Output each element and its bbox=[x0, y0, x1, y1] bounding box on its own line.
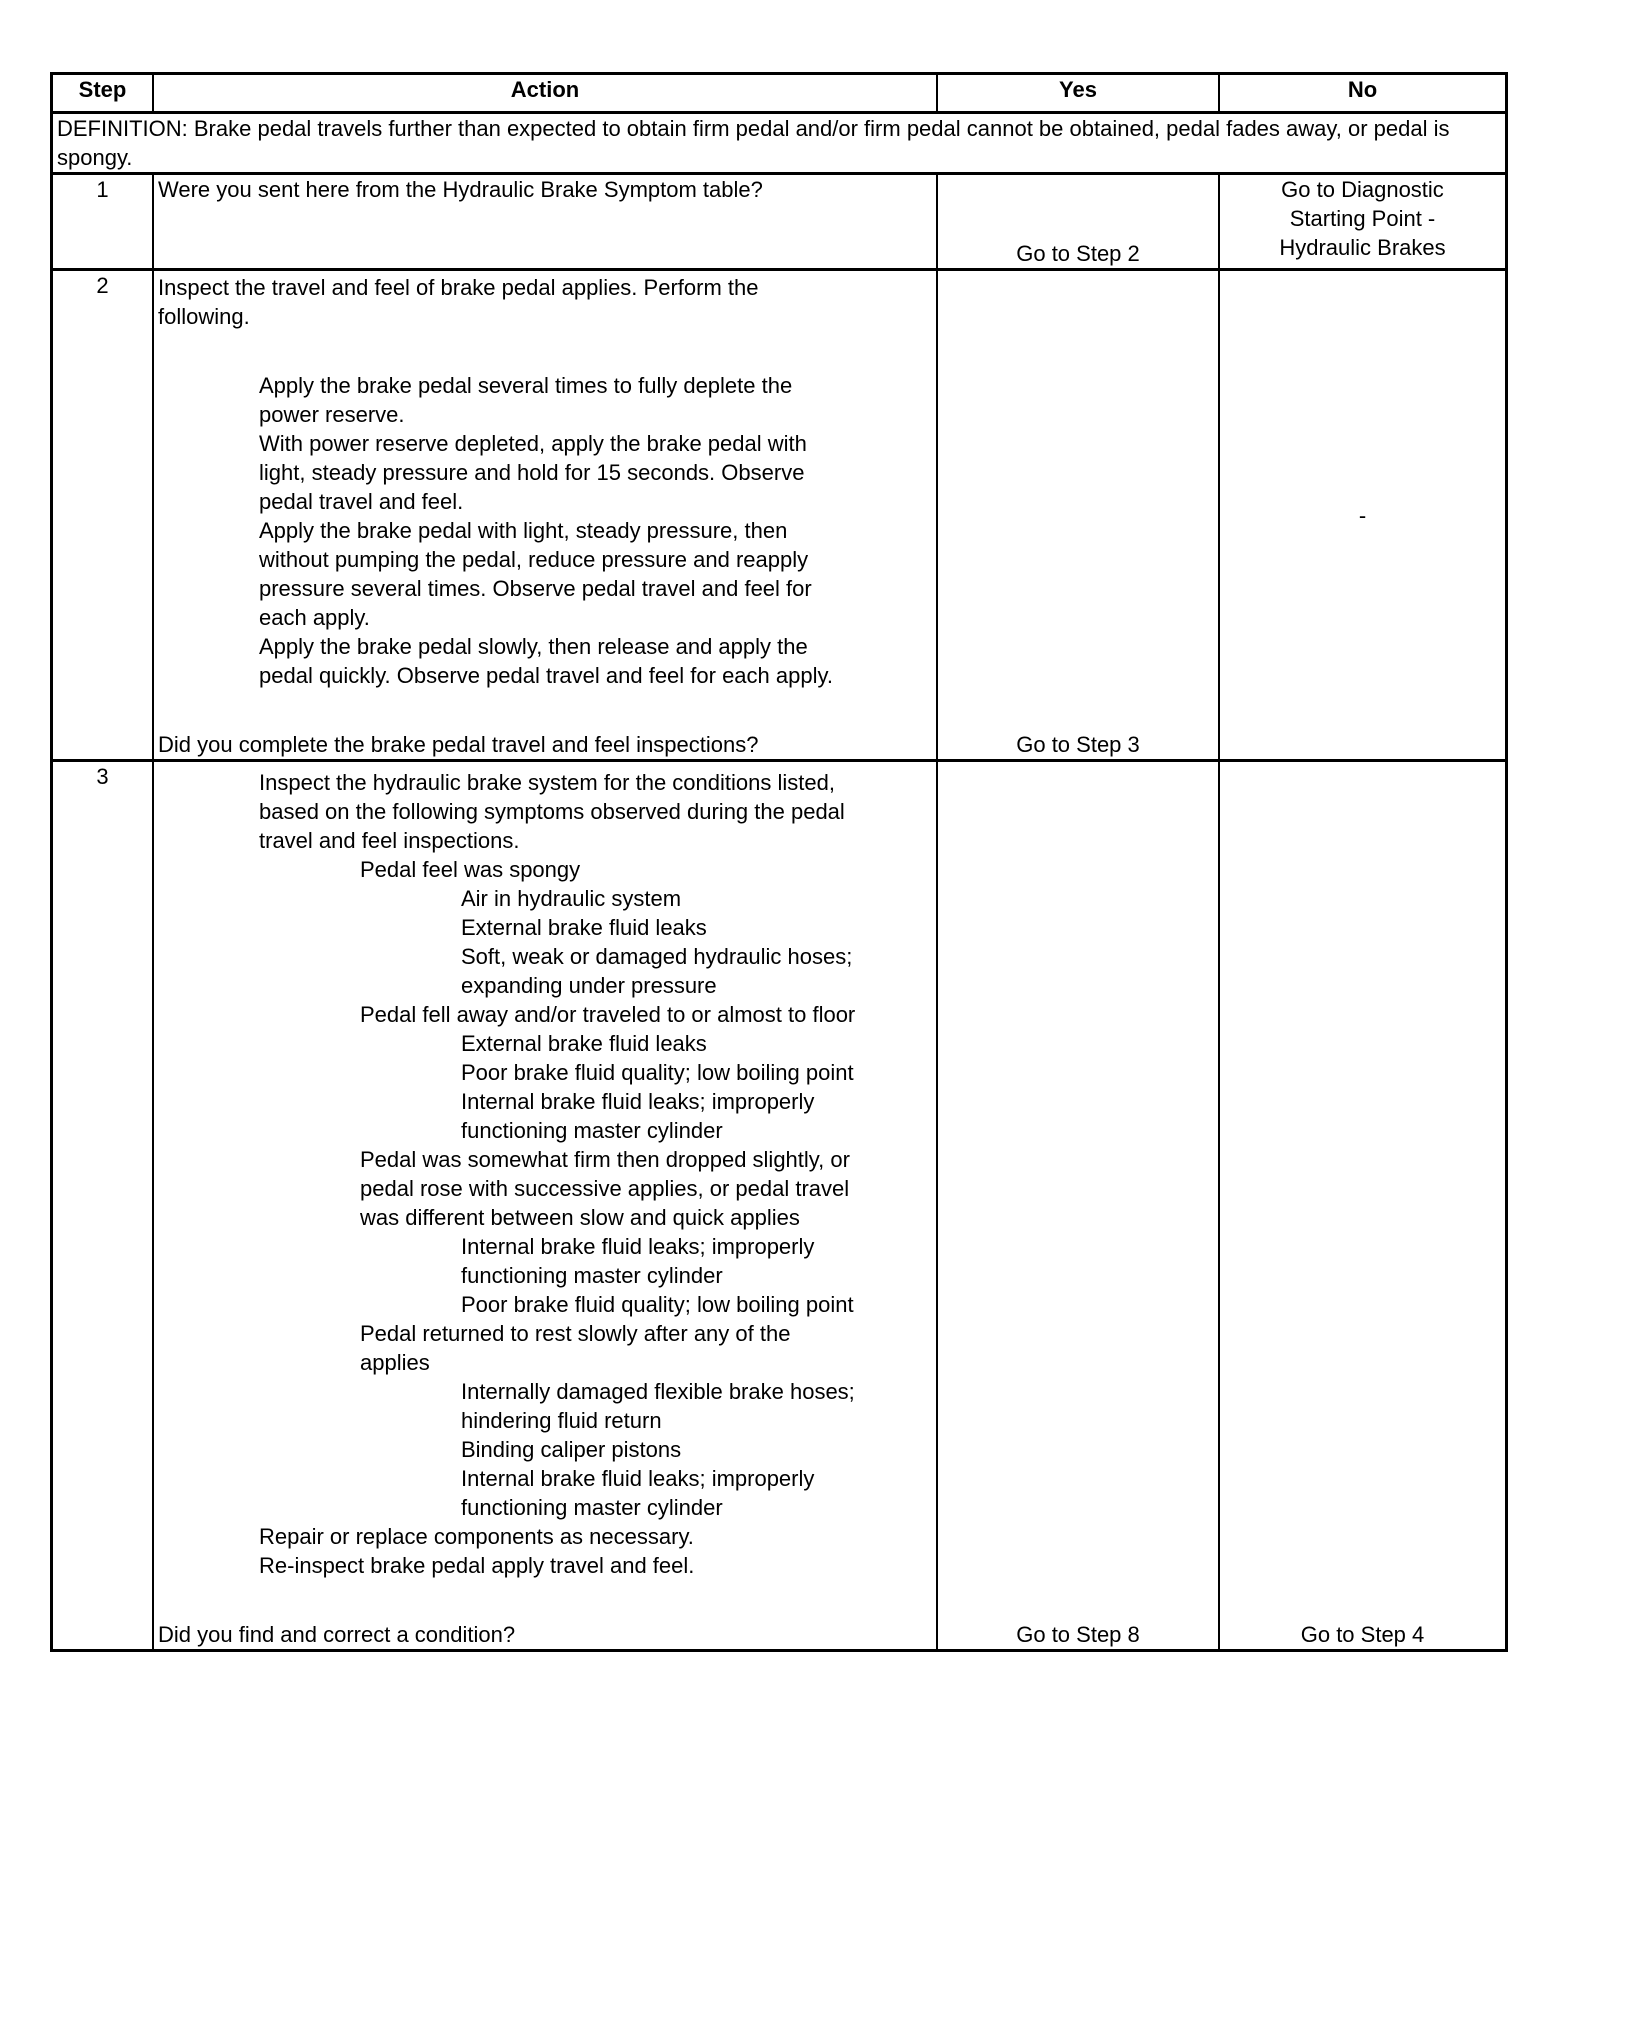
action-line: Poor brake fluid quality; low boiling point bbox=[461, 1292, 854, 1317]
action-item: Apply the brake pedal with light, steady pressure, then bbox=[259, 518, 788, 543]
yes-cell bbox=[938, 175, 1220, 271]
action-line: Air in hydraulic system bbox=[461, 886, 682, 911]
yes-result: Go to Step 8 bbox=[1016, 1622, 1140, 1647]
action-line: Soft, weak or damaged hydraulic hoses; bbox=[461, 944, 853, 969]
action-line: External brake fluid leaks bbox=[461, 1031, 707, 1056]
action-item: Apply the brake pedal several times to fully deplete the bbox=[259, 373, 793, 398]
action-item: pedal travel and feel. bbox=[259, 489, 464, 514]
no-cell bbox=[1220, 271, 1505, 762]
action-line: functioning master cylinder bbox=[461, 1263, 723, 1288]
action-line: functioning master cylinder bbox=[461, 1495, 723, 1520]
action-item: power reserve. bbox=[259, 402, 405, 427]
header-row bbox=[53, 75, 1505, 114]
header-yes: Yes bbox=[938, 75, 1220, 114]
action-intro: following. bbox=[158, 304, 250, 329]
action-line: Internally damaged flexible brake hoses; bbox=[461, 1379, 855, 1404]
definition-text: DEFINITION: Brake pedal travels further than expected to obtain firm pedal and/or firm pedal cannot be obtained, pedal fades away, or pedal is spongy. bbox=[53, 114, 1505, 175]
action-line: Inspect the hydraulic brake system for the conditions listed, bbox=[259, 770, 835, 795]
action-line: Repair or replace components as necessary. bbox=[259, 1524, 694, 1549]
table-row bbox=[53, 175, 1505, 271]
action-line: Pedal fell away and/or traveled to or almost to floor bbox=[360, 1002, 856, 1027]
action-line: Internal brake fluid leaks; improperly bbox=[461, 1089, 815, 1114]
action-line: hindering fluid return bbox=[461, 1408, 662, 1433]
action-item: Apply the brake pedal slowly, then release and apply the bbox=[259, 634, 808, 659]
action-line: pedal rose with successive applies, or pedal travel bbox=[360, 1176, 850, 1201]
no-cell bbox=[1220, 175, 1505, 271]
action-line: Re-inspect brake pedal apply travel and feel. bbox=[259, 1553, 695, 1578]
header-action: Action bbox=[154, 75, 938, 114]
no-result: Go to Step 4 bbox=[1300, 1622, 1425, 1647]
action-line: Poor brake fluid quality; low boiling point bbox=[461, 1060, 854, 1085]
action-line: functioning master cylinder bbox=[461, 1118, 723, 1143]
action-intro: Inspect the travel and feel of brake pedal applies. Perform the bbox=[158, 275, 759, 300]
no-result-line: Hydraulic Brakes bbox=[1279, 235, 1446, 260]
action-cell bbox=[154, 762, 938, 1649]
action-item: without pumping the pedal, reduce pressure and reapply bbox=[259, 547, 809, 572]
action-item: pedal quickly. Observe pedal travel and feel for each apply. bbox=[259, 663, 833, 688]
no-result: - bbox=[1358, 502, 1367, 528]
yes-result: Go to Step 2 bbox=[1016, 241, 1140, 266]
no-cell bbox=[1220, 762, 1505, 1649]
no-result-line: Go to Diagnostic bbox=[1281, 177, 1444, 202]
action-question: Did you complete the brake pedal travel and feel inspections? bbox=[158, 732, 759, 757]
action-line: Binding caliper pistons bbox=[461, 1437, 682, 1462]
step-number: 1 bbox=[53, 175, 154, 271]
action-line: Pedal feel was spongy bbox=[360, 857, 581, 882]
action-item: light, steady pressure and hold for 15 seconds. Observe bbox=[259, 460, 805, 485]
action-item: With power reserve depleted, apply the brake pedal with bbox=[259, 431, 807, 456]
table-row bbox=[53, 762, 1505, 1649]
yes-cell bbox=[938, 271, 1220, 762]
step-number: 2 bbox=[53, 271, 154, 762]
action-line: Pedal returned to rest slowly after any of the bbox=[360, 1321, 791, 1346]
action-line: Pedal was somewhat firm then dropped slightly, or bbox=[360, 1147, 850, 1172]
header-step: Step bbox=[53, 75, 154, 114]
action-question: Were you sent here from the Hydraulic Brake Symptom table? bbox=[158, 177, 763, 202]
action-question: Did you find and correct a condition? bbox=[158, 1622, 516, 1647]
action-line: was different between slow and quick applies bbox=[360, 1205, 800, 1230]
table-row bbox=[53, 271, 1505, 762]
action-line: Internal brake fluid leaks; improperly bbox=[461, 1466, 815, 1491]
definition-row bbox=[53, 114, 1505, 175]
diagnostic-table bbox=[50, 72, 1508, 1652]
action-item: pressure several times. Observe pedal travel and feel for bbox=[259, 576, 812, 601]
action-lines bbox=[158, 768, 932, 1580]
action-line: Internal brake fluid leaks; improperly bbox=[461, 1234, 815, 1259]
action-line: expanding under pressure bbox=[461, 973, 717, 998]
action-line: External brake fluid leaks bbox=[461, 915, 707, 940]
step-number: 3 bbox=[53, 762, 154, 1649]
action-line: based on the following symptoms observed during the pedal bbox=[259, 799, 845, 824]
yes-result: Go to Step 3 bbox=[1016, 732, 1140, 757]
no-result-line: Starting Point - bbox=[1289, 206, 1436, 231]
yes-cell bbox=[938, 762, 1220, 1649]
header-no: No bbox=[1220, 75, 1505, 114]
action-cell bbox=[154, 271, 938, 762]
action-cell bbox=[154, 175, 938, 271]
action-line: travel and feel inspections. bbox=[259, 828, 520, 853]
action-line: applies bbox=[360, 1350, 430, 1375]
action-item: each apply. bbox=[259, 605, 370, 630]
